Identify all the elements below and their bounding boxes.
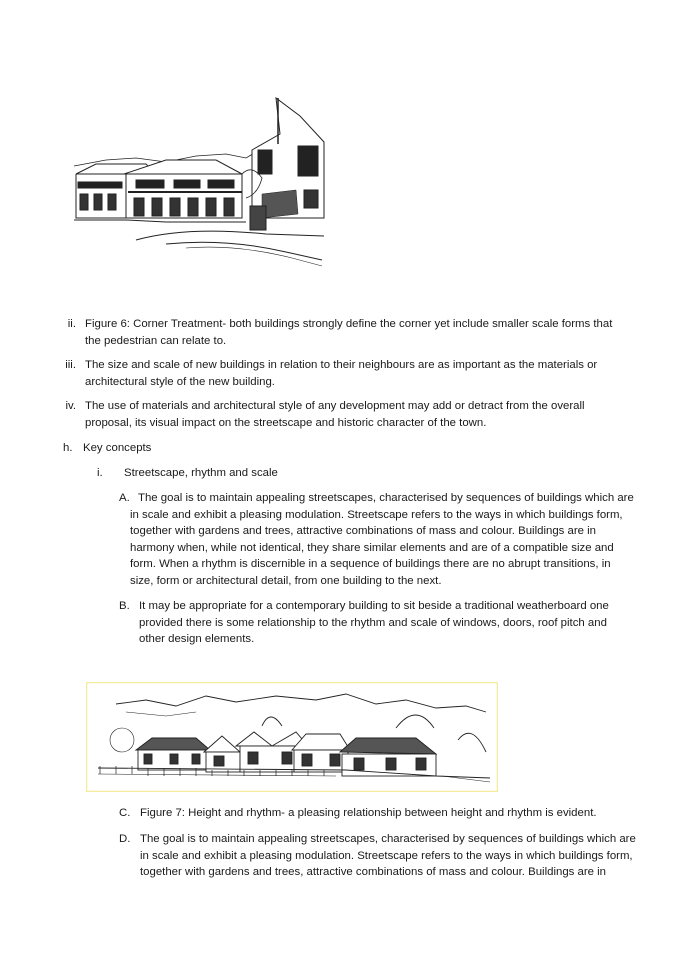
section-heading-h xyxy=(0,440,675,457)
paragraph-line: together with gardens and trees, attractive combinations of mass and colour. Buildings are in xyxy=(140,866,607,878)
paragraph-line: The goal is to maintain appealing streetscapes, characterised by sequences of buildings which are xyxy=(140,833,636,845)
figure-7-caption: Figure 7: Height and rhythm- a pleasing relationship between height and rhythm is evident. xyxy=(140,807,597,819)
paragraph-line: form. When a rhythm is discernible in a sequence of buildings there are no abrupt transitions, in xyxy=(130,558,611,570)
subsection-title: Streetscape, rhythm and scale xyxy=(124,467,278,479)
list-item-iii xyxy=(0,357,675,391)
subsection-number: i. xyxy=(97,467,103,479)
list-number: D. xyxy=(119,833,131,845)
list-item-ii xyxy=(0,316,675,350)
paragraph-line: together with gardens and trees, attractive combinations of mass and colour. Buildings are in xyxy=(130,525,597,537)
paragraph-line: The use of materials and architectural style of any development may add or detract from the overall xyxy=(85,400,585,412)
list-item-B xyxy=(0,598,675,648)
paragraph-line: proposal, its visual impact on the streetscape and historic character of the town. xyxy=(85,416,487,429)
corner-treatment-sketch xyxy=(66,94,328,274)
paragraph-line: It may be appropriate for a contemporary building to sit beside a traditional weatherboard one xyxy=(139,600,609,612)
paragraph-line: in scale and exhibit a pleasing modulation. Streetscape refers to the ways in which buildings form, xyxy=(140,849,633,862)
figure-6-caption-line: the pedestrian can relate to. xyxy=(85,334,227,347)
paragraph-line: The goal is to maintain appealing streetscapes, characterised by sequences of buildings which are xyxy=(138,492,634,504)
list-number: A. xyxy=(119,492,130,504)
paragraph-line: in scale and exhibit a pleasing modulation. Streetscape refers to the ways in which buildings form, xyxy=(130,508,623,521)
paragraph-line: harmony when, while not identical, they share similar elements and are of a compatible size and xyxy=(130,541,614,554)
list-item-D xyxy=(0,831,675,881)
section-title: Key concepts xyxy=(83,442,152,454)
list-number: iv. xyxy=(65,400,76,412)
paragraph-line: The size and scale of new buildings in relation to their neighbours are as important as the materials or xyxy=(85,359,598,371)
list-item-iv xyxy=(0,398,675,432)
figure-6-caption-line: Figure 6: Corner Treatment- both buildings strongly define the corner yet include smaller scale forms that xyxy=(85,318,613,330)
streetscape-sketch xyxy=(86,682,498,792)
paragraph-line: size, form or architectural detail, from one building to the next. xyxy=(130,574,442,587)
list-item-A xyxy=(0,490,675,590)
list-number: B. xyxy=(119,600,130,612)
list-number: iii. xyxy=(65,359,76,371)
list-number: C. xyxy=(119,807,131,819)
list-number: ii. xyxy=(67,318,76,330)
section-number: h. xyxy=(63,442,73,454)
paragraph-line: provided there is some relationship to the rhythm and scale of windows, doors, roof pitch and xyxy=(139,616,607,629)
subsection-heading-i xyxy=(0,465,675,482)
list-item-C xyxy=(0,805,675,822)
paragraph-line: architectural style of the new building. xyxy=(85,375,275,388)
paragraph-line: other design elements. xyxy=(139,633,255,645)
